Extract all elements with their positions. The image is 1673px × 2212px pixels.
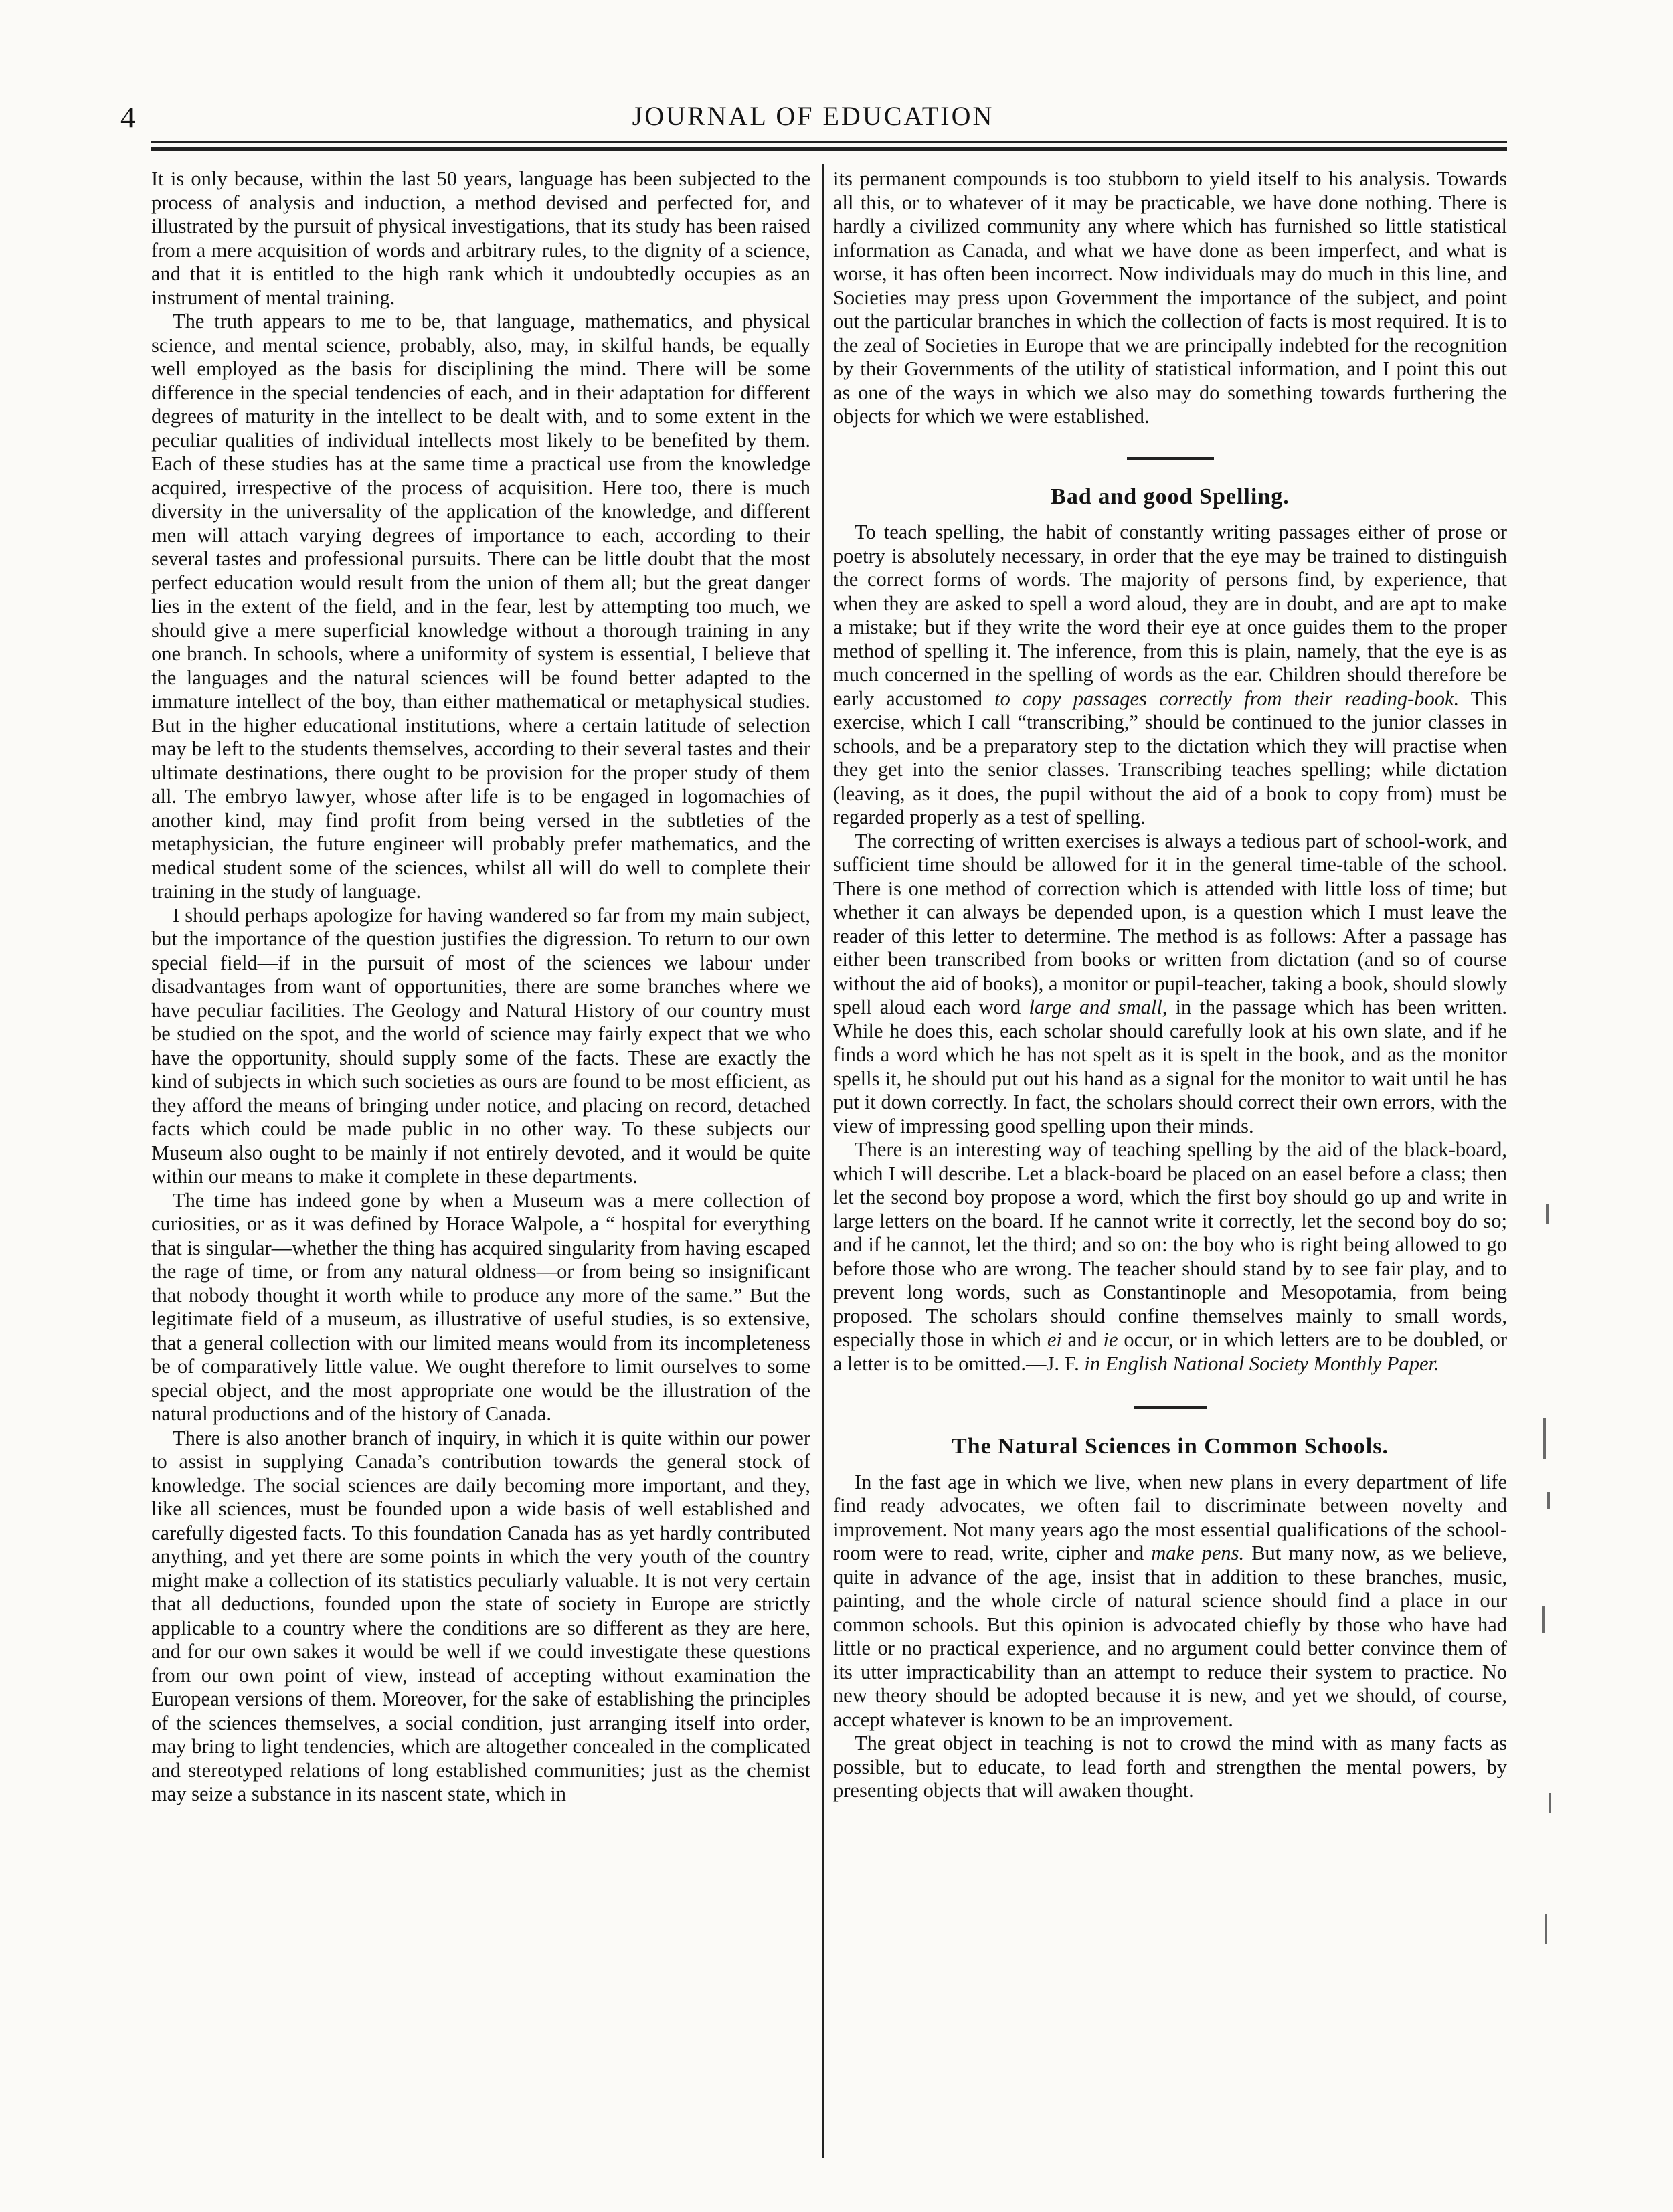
- paragraph: I should perhaps apologize for having wandered so far from my main subject, but the importance of the question justifies the digression. To return to our own special field—if in the pursuit of most of the sciences we labour under disadvantages from want of opportunities, there are some branches where we have peculiar facilities. The Geology and Natural History of our country must be studied on the spot, and the world of science may fairly expect that we who have the opportunity, should supply some of the facts. These are exactly the kind of subjects in which such societies as ours are found to be most efficient, as they afford the means of bringing under notice, and placing on record, detached facts which could be made public in no other way. To these subjects our Museum also ought to be mainly if not entirely devoted, and it would be quite within our means to make it complete in these departments.: [151, 903, 810, 1188]
- paragraph: [833, 1471, 1507, 1732]
- left-column: [151, 167, 810, 1807]
- paragraph: The great object in teaching is not to crowd the mind with as many facts as possible, but to educate, to lead forth and strengthen the mental powers, by presenting objects that will awaken thought.: [833, 1732, 1507, 1802]
- paragraph: The time has indeed gone by when a Museum was a mere collection of curiosities, or as it was defined by Horace Walpole, a “ hospital for everything that is singular—whether the thing has acquired singularity from having escaped the rage of time, or from any natural oldness—or from being so insignificant that nobody thought it worth while to produce any more of the same.” But the legitimate field of a museum, as illustrative of useful studies, is so extensive, that a general collection with our limited means would from its incompleteness be of comparatively little value. We ought therefore to limit ourselves to some special object, and the most appropriate one would be the illustration of the natural productions and of the history of Canada.: [151, 1188, 810, 1425]
- text-run: But many now, as we believe, quite in advance of the age, insist that in addition to these branches, music, painting, and the whole circle of natural science should find a place in our common schools. But this opinion is advocated chiefly by those who have had little or no practical experience, and no argument could better convince them of its utter impracticability than an attempt to reduce their system to practice. No new theory should be adopted because it is new, and yet we should, of course, accept whatever is known to be an improvement.: [833, 1542, 1507, 1731]
- paragraph: [833, 1138, 1507, 1376]
- text-run: The correcting of written exercises is always a tedious part of school-work, and sufficient time should be allowed for it in the general time-table of the school. There is one method of correction which is attended with little loss of time; but whether it can always be depended upon, is a question which I must leave the reader of this letter to determine. The method is as follows: After a passage has either been transcribed from books or written from dictation (and so of course without the aid of books), a monitor or pupil-teacher, taking a book, should slowly spell aloud each word: [833, 829, 1507, 1018]
- text-run: occur, or in which letters are to be doubled, or a letter is to be omitted.—J. F.: [833, 1328, 1507, 1375]
- column-divider: [822, 164, 824, 2158]
- text-run: in the passage which has been written. While he does this, each scholar should carefully look at his own slate, and if he finds a word which he has not spelt as it is spelt in the book, and as the monitor spells it, he should put out his hand as a signal for the monitor to wait until he has put it down correctly. In fact, the scholars should correct their own errors, with the view of impressing good spelling upon their minds.: [833, 996, 1507, 1137]
- margin-scan-marks: [1539, 1137, 1566, 2007]
- text-run: To teach spelling, the habit of constantly writing passages either of prose or poetry is absolutely necessary, in order that the eye may be trained to distinguish the correct forms of words. The majority of persons find, by experience, that when they are asked to spell a word aloud, they are in doubt, and are apt to make a mistake; but if they write the word their eye at once guides them to the proper method of spelling it. The inference, from this is plain, namely, that the eye is as much concerned in the spelling of words as the ear. Children should therefore be early accustomed: [833, 521, 1507, 710]
- paragraph: There is also another branch of inquiry, in which it is quite within our power to assist in supplying Canada’s contribution towards the general stock of knowledge. The social sciences are daily becoming more important, and they, like all sciences, must be founded upon a wide basis of well established and carefully digested facts. To this foundation Canada has as yet hardly contributed anything, and yet there are some points in which the very youth of the country might make a collection of its statistics peculiarly valuable. It is not very certain that all deductions, founded upon the state of society in Europe are strictly applicable to a country where the conditions are so different as they are here, and for our own sakes it would be well if we could investigate these questions from our own point of view, instead of accepting without examination the European versions of them. Moreover, for the sake of establishing the principles of the sciences themselves, a social condition, just arranging itself into order, may bring to light tendencies, which are altogether concealed in the complicated and stereotyped relations of long established communities; just as the chemist may seize a substance in its nascent state, which in: [151, 1426, 810, 1805]
- right-column: [833, 167, 1507, 1803]
- italic-text: to copy passages correctly from their reading-book.: [994, 686, 1460, 710]
- italic-text: large and small,: [1029, 996, 1168, 1018]
- header-rule-thick: [151, 147, 1507, 151]
- section-divider: [1134, 1406, 1207, 1409]
- journal-title: JOURNAL OF EDUCATION: [632, 101, 994, 131]
- header-rule: [151, 141, 1507, 143]
- page-number: 4: [120, 101, 135, 134]
- running-head: [120, 100, 1506, 134]
- paragraph: [833, 830, 1507, 1139]
- italic-text: ie: [1103, 1328, 1118, 1351]
- paragraph: The truth appears to me to be, that language, mathematics, and physical science, and mental science, probably, also, may, in skilful hands, be equally well employed as the basis for disciplining the mind. There will be some difference in the special tendencies of each, and in their adaptation for different degrees of maturity in the intellect to be dealt with, and to some extent in the peculiar qualities of individual intellects most likely to be benefited by them. Each of these studies has at the same time a practical use from the knowledge acquired, irrespective of the process of acquisition. Here too, there is much diversity in the universality of the application of the knowledge, and different men will attach varying degrees of importance to each, according to their several tastes and professional pursuits. There can be little doubt that the most perfect education would result from the union of them all; but the great danger lies in the extent of the field, and in the fear, lest by attempting too much, we should give a mere superficial knowledge without a thorough training in any one branch. In schools, where a uniformity of system is essential, I believe that the languages and the natural sciences will be found better adapted to the immature intellect of the boy, than either mathematical or metaphysical studies. But in the higher educational institutions, where a certain latitude of selection may be left to the students themselves, according to their several tastes and their ultimate destinations, there ought to be provision for the proper study of them all. The embryo lawyer, whose after life is to be engaged in logomachies of another kind, may find profit from being versed in the subtleties of the metaphysician, the future engineer will probably prefer mathematics, and the medical student some of the sciences, whilst all will do well to complete their training in the study of language.: [151, 310, 810, 903]
- paragraph: [833, 521, 1507, 830]
- italic-text: ei: [1047, 1328, 1062, 1351]
- italic-text: make pens.: [1151, 1542, 1245, 1564]
- italic-text: in English National Society Monthly Paper.: [1084, 1352, 1439, 1375]
- text-run: In the fast age in which we live, when new plans in every department of life find ready advocates, we often fail to discriminate between novelty and improvement. Not many years ago the most essential qualifications of the school-room were to read, write, cipher and: [833, 1470, 1507, 1564]
- section-heading-natural-sciences: The Natural Sciences in Common Schools.: [952, 1434, 1389, 1459]
- section-divider: [1127, 457, 1214, 460]
- text-run: There is an interesting way of teaching spelling by the aid of the black-board, which I will describe. Let a black-board be placed on an easel before a class; then let the second boy propose a word, which the first boy should go up and write in large letters on the board. If he cannot write it correctly, let the second boy do so; and if he cannot, let the third; and so on: the boy who is right being allowed to go before those who are wrong. The teacher should stand by to see fair play, and to prevent long words, such as Constantinople and Mesopotamia, from being proposed. The scholars should confine themselves mainly to small words, especially those in which: [833, 1138, 1507, 1351]
- section-heading-spelling: Bad and good Spelling.: [1051, 484, 1290, 509]
- text-run: and: [1061, 1328, 1104, 1351]
- continued-paragraph: its permanent compounds is too stubborn to yield itself to his analysis. Towards all this, or to whatever of it may be practicable, we have done nothing. There is hardly a civilized community any where which has furnished so little statistical information as Canada, and what we have done as been imperfect, and what is worse, it has often been incorrect. Now individuals may do much in this line, and Societies may press upon Government the importance of the subject, and point out the particular branches in which the collection of facts is most required. It is to the zeal of Societies in Europe that we are principally indebted for the recognition by their Governments of the utility of statistical information, and I point this out as one of the ways in which we also may do something towards furthering the objects for which we were established.: [833, 167, 1507, 428]
- paragraph: It is only because, within the last 50 years, language has been subjected to the process of analysis and induction, a method devised and perfected for, and illustrated by the pursuit of physical investigations, that its study has been raised from a mere acquisition of words and arbitrary rules, to the dignity of a science, and that it is entitled to the high rank which it undoubtedly occupies as an instrument of mental training.: [151, 167, 810, 309]
- text-run: This exercise, which I call “transcribing,” should be continued to the junior classes in schools, and be a preparatory step to the dictation which they will practise when they get into the senior classes. Transcribing teaches spelling; while dictation (leaving, as it does, the pupil without the aid of a book to copy from) must be regarded properly as a test of spelling.: [833, 686, 1507, 828]
